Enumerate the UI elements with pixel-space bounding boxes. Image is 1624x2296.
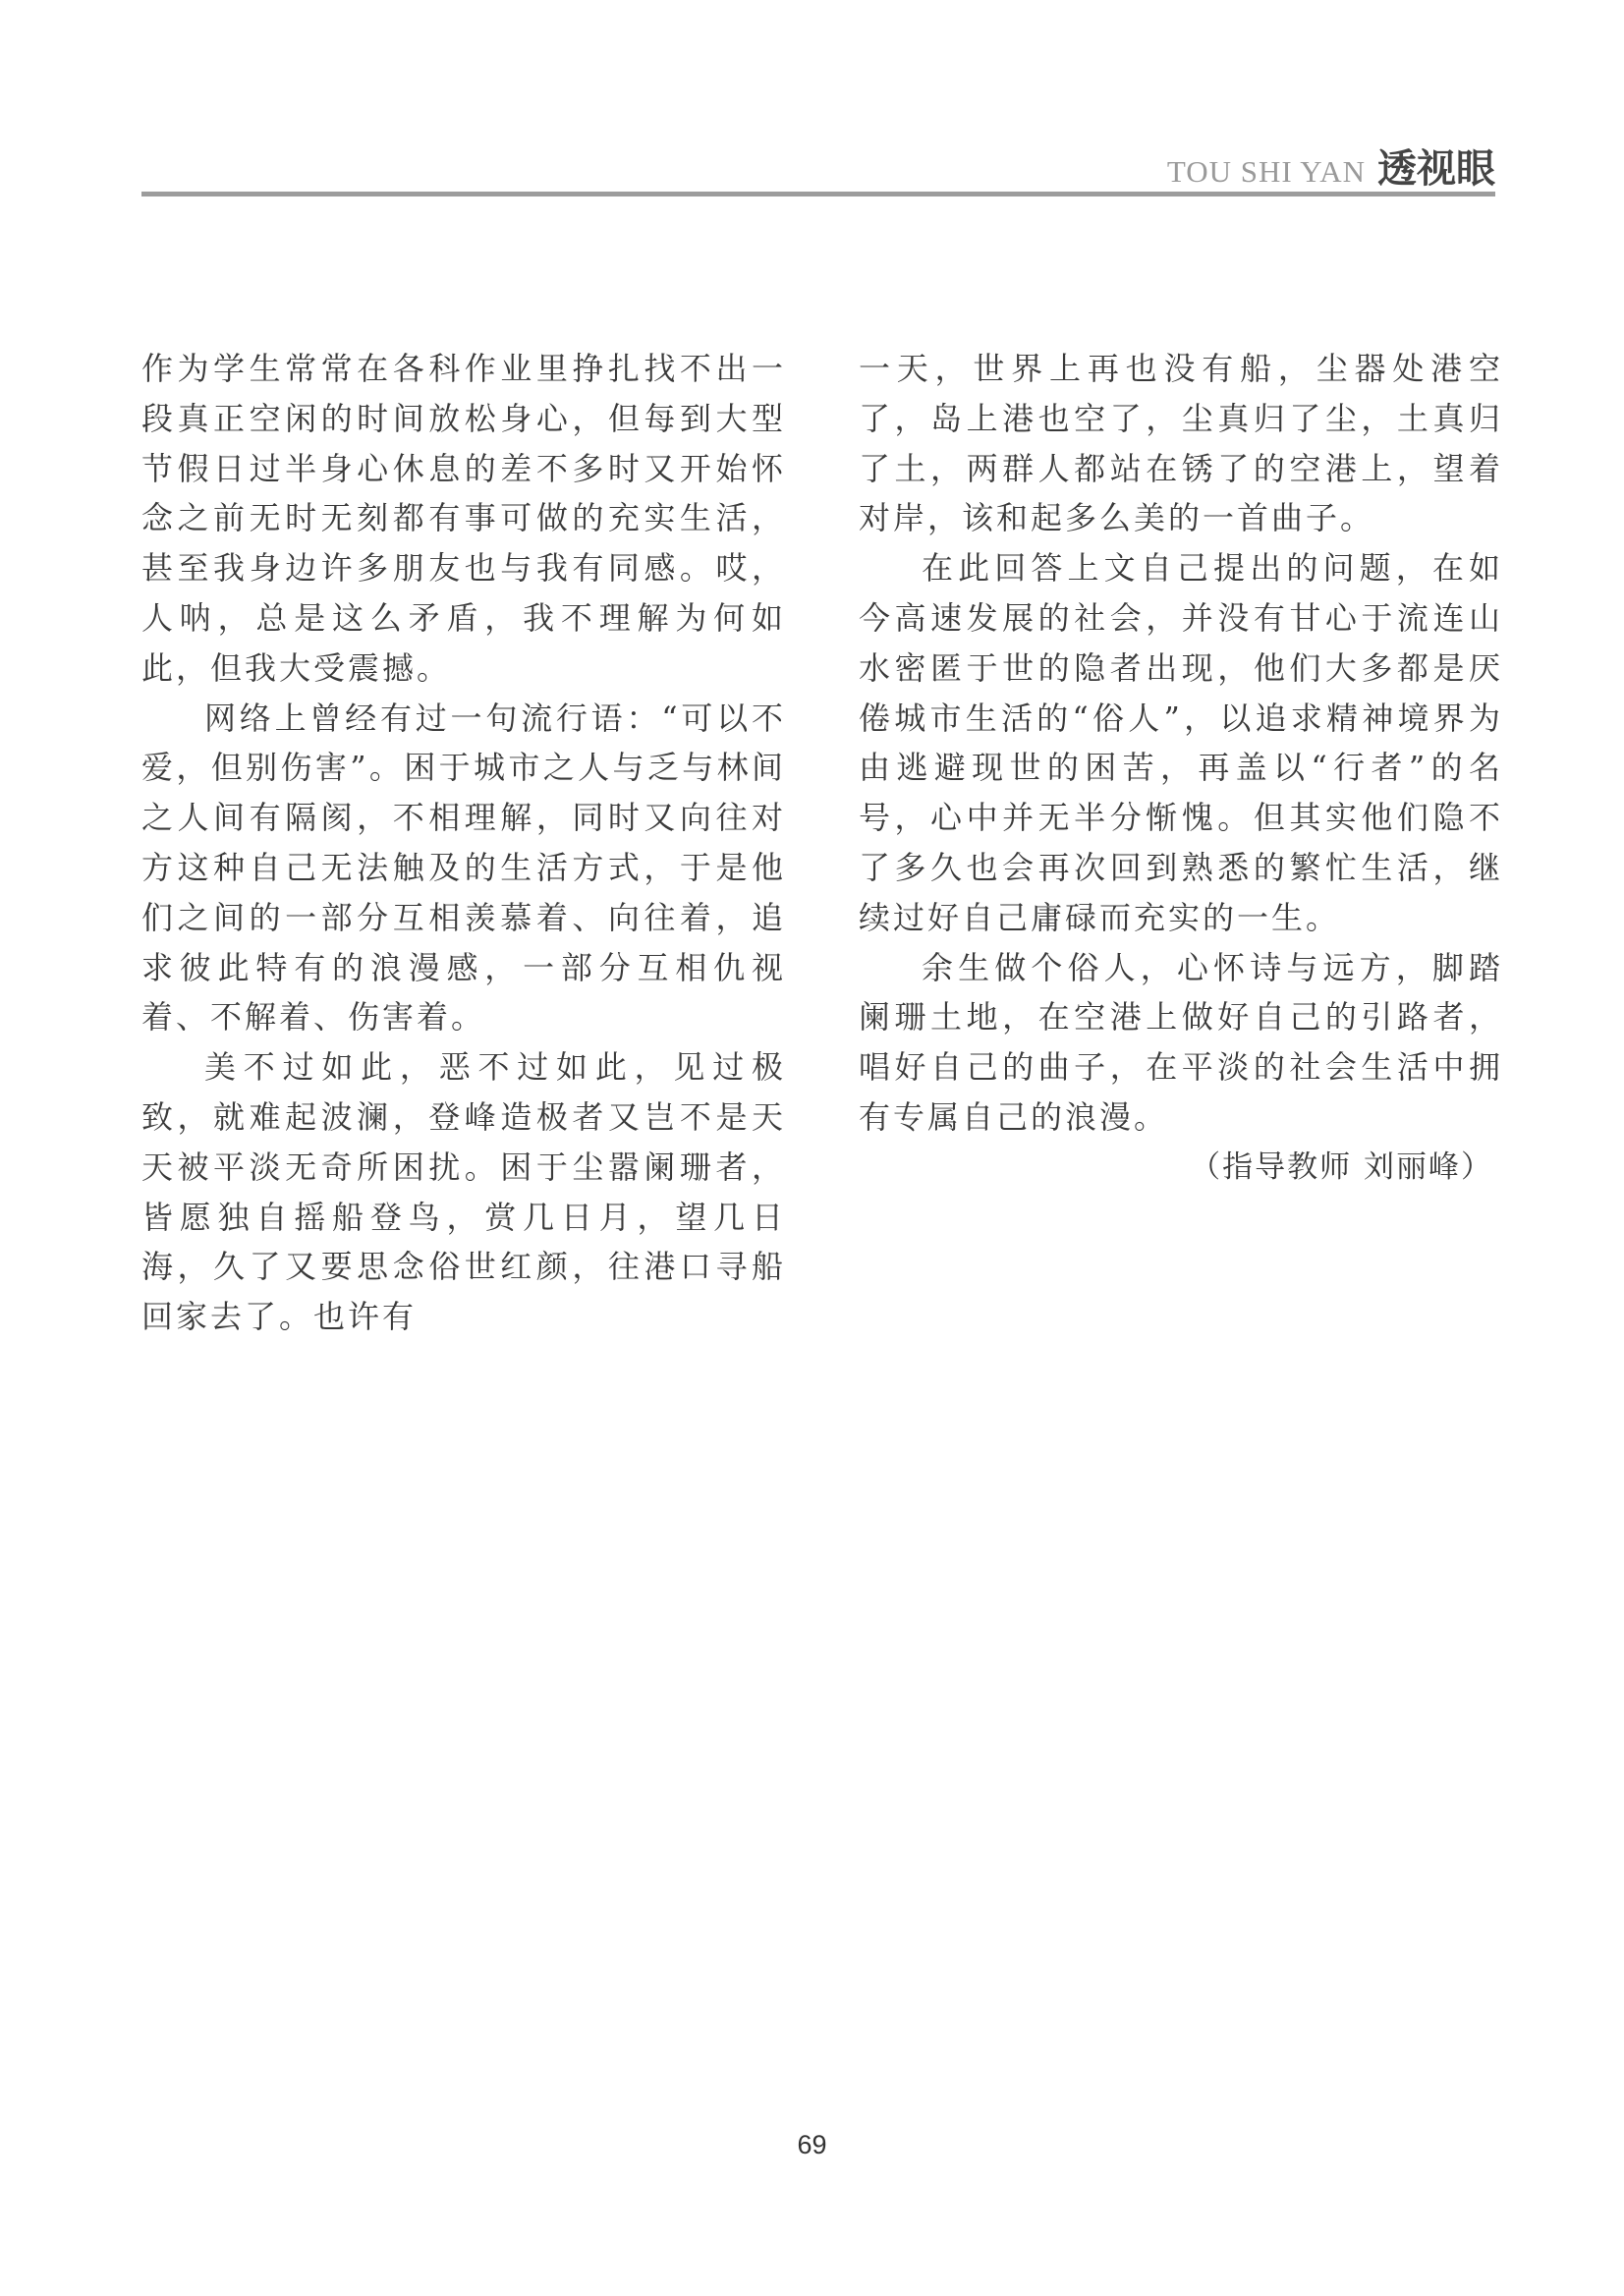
header-column-name: 透视眼 [1377, 145, 1495, 192]
right-column [859, 344, 1503, 1193]
paragraph: 余生做个俗人，心怀诗与远方，脚踏阑珊土地，在空港上做好自己的引路者，唱好自己的曲子，在平淡的社会生活中拥有专属自己的浪漫。 [859, 948, 1503, 1136]
header-title [1167, 138, 1495, 194]
paragraph: 美不过如此，恶不过如此，见过极致，就难起波澜，登峰造极者又岂不是天天被平淡无奇所困扰。困于尘嚣阑珊者，皆愿独自摇船登鸟，赏几日月，望几日海，久了又要思念俗世红颜，往港口寻船回家去了。也许有 [141, 1048, 786, 1336]
running-header [141, 128, 1495, 191]
page-number: 69 [797, 2130, 827, 2159]
paragraph: 网络上曾经有过一句流行语：“可以不爱，但别伤害”。困于城市之人与乏与林间之人间有隔阂，不相理解，同时又向往对方这种自己无法触及的生活方式，于是他们之间的一部分互相羡慕着、向往着，追求彼此特有的浪漫感，一部分互相仇视着、不解着、伤害着。 [141, 699, 786, 1036]
paragraph: 在此回答上文自己提出的问题，在如今高速发展的社会，并没有甘心于流连山水密匿于世的隐者出现，他们大多都是厌倦城市生活的“俗人”，以追求精神境界为由逃避现世的困苦，再盖以“行者”的名号，心中并无半分惭愧。但其实他们隐不了多久也会再次回到熟悉的繁忙生活，继续过好自己庸碌而充实的一生。 [859, 549, 1503, 936]
advisor-signature: （指导教师 刘丽峰） [1190, 1148, 1493, 1185]
left-column [141, 344, 786, 1342]
paragraph: 作为学生常常在各科作业里挣扎找不出一段真正空闲的时间放松身心，但每到大型节假日过半身心休息的差不多时又开始怀念之前无时无刻都有事可做的充实生活，甚至我身边许多朋友也与我有同感。哎，人呐，总是这么矛盾，我不理解为何如此，但我大受震撼。 [141, 350, 786, 687]
header-pinyin: TOU SHI YAN [1166, 154, 1366, 189]
paragraph: 一天，世界上再也没有船，尘器处港空了，岛上港也空了，尘真归了尘，土真归了土，两群人都站在锈了的空港上，望着对岸，该和起多么美的一首曲子。 [859, 350, 1503, 537]
header-rule [141, 192, 1495, 196]
